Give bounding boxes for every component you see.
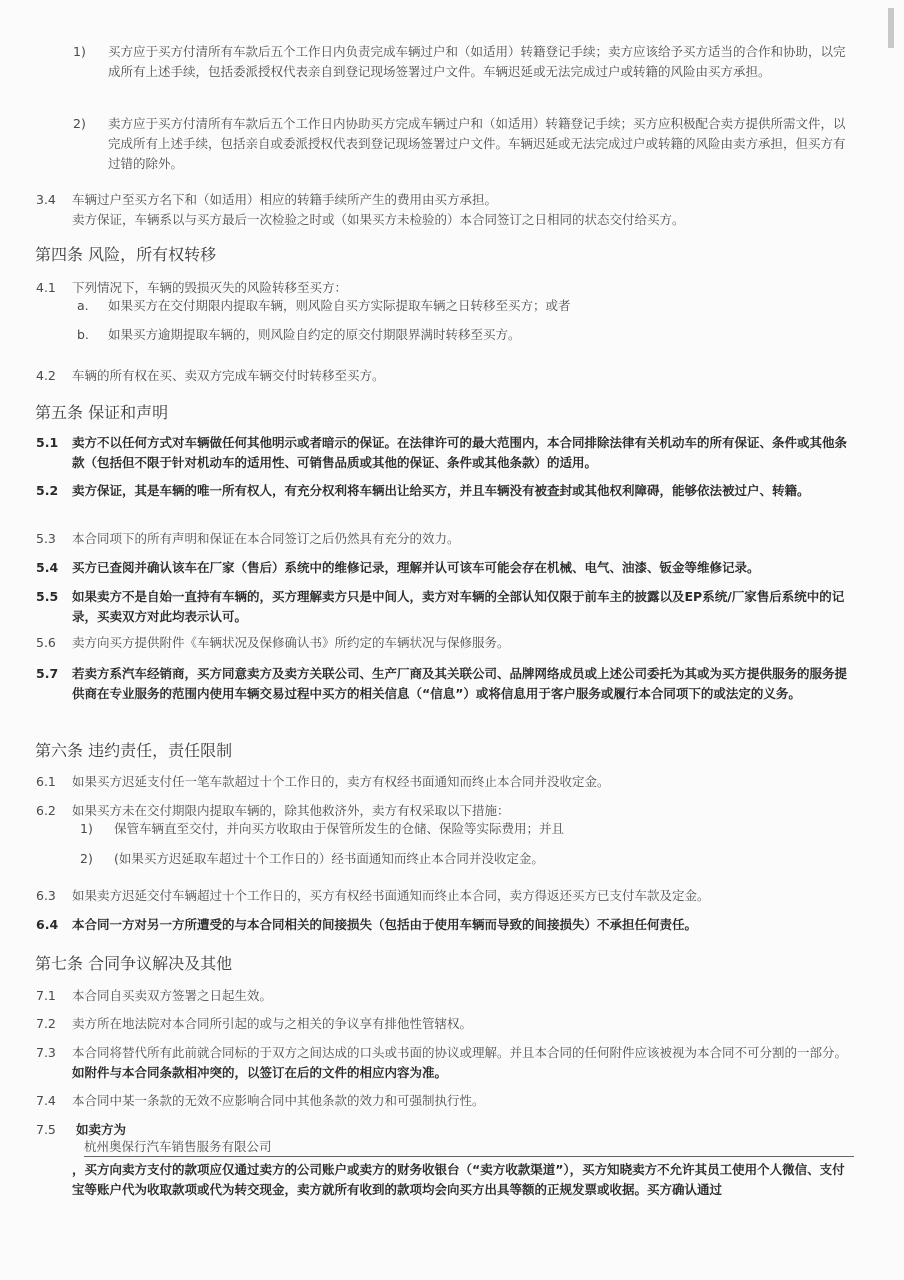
clause-7-3 [72,1043,852,1083]
clause-6-2-1: 保管车辆直至交付，并向买方收取由于保管所发生的仓储、保险等实际费用；并且 [114,821,565,836]
clause-number: 7.3 [36,1045,56,1060]
clause-5-4: 买方已查阅并确认该车在厂家（售后）系统中的维修记录，理解并认可该车可能会存在机械、电气、油漆、钣金等维修记录。 [72,560,760,575]
item-letter: a. [77,298,89,313]
clause-4-1-b: 如果买方逾期提取车辆的，则风险自约定的原交付期限界满时转移至买方。 [108,327,521,342]
clause-number: 5.3 [36,531,56,546]
clause-4-1-a: 如果买方在交付期限内提取车辆，则风险自买方实际提取车辆之日转移至买方；或者 [108,298,571,313]
clause-5-2: 卖方保证，其是车辆的唯一所有权人，有充分权利将车辆出让给买方，并且车辆没有被查封或其他权利障碍，能够依法被过户、转籍。 [72,483,810,498]
section-6-title: 第六条 违约责任，责任限制 [35,741,233,760]
section-7-title: 第七条 合同争议解决及其他 [35,954,233,973]
clause-number: 7.4 [36,1093,56,1108]
item-number: 1) [80,821,93,836]
scan-edge-mark [888,8,894,48]
clause-5-1: 卖方不以任何方式对车辆做任何其他明示或者暗示的保证。在法律许可的最大范围内，本合同排除法律有关机动车的所有保证、条件或其他条款（包括但不限于针对机动车的适用性、可销售品质或其他的保证、条件或其他条款）的适用。 [72,435,848,470]
clause-3-3-1: 买方应于买方付清所有车款后五个工作日内负责完成车辆过户和（如适用）转籍登记手续；卖方应该给予买方适当的合作和协助，以完成所有上述手续，包括委派授权代表亲自到登记现场签署过户文件。车辆迟延或无法完成过户或转籍的风险由买方承担。 [108,44,846,79]
clause-number: 5.5 [36,589,59,604]
clause-5-3: 本合同项下的所有声明和保证在本合同签订之后仍然具有充分的效力。 [72,531,460,546]
clause-number: 6.4 [36,917,59,932]
clause-7-5: ，买方向卖方支付的款项应仅通过卖方的公司账户或卖方的财务收银台（“卖方收款渠道”），买方知晓卖方不允许其员工使用个人微信、支付宝等账户代为收取款项或代为转交现金，卖方就所有收到的款项均会向买方出具等额的正规发票或收据。买方确认通过 [72,1162,845,1197]
clause-7-1: 本合同自买卖双方签署之日起生效。 [72,988,273,1003]
clause-number: 6.2 [36,803,56,818]
clause-number: 5.4 [36,560,59,575]
clause-7-4: 本合同中某一条款的无效不应影响合同中其他条款的效力和可强制执行性。 [72,1093,485,1108]
item-letter: b. [77,327,89,342]
clause-number: 5.7 [36,666,59,681]
clause-7-3-bold: 如附件与本合同条款相冲突的，以签订在后的文件的相应内容为准。 [72,1065,448,1080]
section-5-title: 第五条 保证和声明 [35,403,169,422]
clause-number: 5.2 [36,483,59,498]
clause-6-4: 本合同一方对另一方所遭受的与本合同相关的间接损失（包括由于使用车辆而导致的间接损失）不承担任何责任。 [72,917,698,932]
clause-6-3: 如果卖方迟延交付车辆超过十个工作日的，买方有权经书面通知而终止本合同，卖方得返还买方已支付车款及定金。 [72,888,710,903]
clause-number: 7.2 [36,1016,56,1031]
clause-3-4-line2: 卖方保证，车辆系以与买方最后一次检验之时或（如果买方未检验的）本合同签订之日相同的状态交付给买方。 [72,212,685,227]
section-4-title: 第四条 风险，所有权转移 [35,245,217,264]
clause-number: 4.2 [36,368,56,383]
clause-6-2: 如果买方未在交付期限内提取车辆的，除其他救济外，卖方有权采取以下措施： [72,803,510,818]
clause-number: 6.3 [36,888,56,903]
clause-3-3-2: 卖方应于买方付清所有车款后五个工作日内协助买方完成车辆过户和（如适用）转籍登记手续；买方应积极配合卖方提供所需文件，以完成所有上述手续，包括亲自或委派授权代表到登记现场签署过户文件。车辆迟延或无法完成过户或转籍的风险由卖方承担，但买方有过错的除外。 [108,116,846,171]
clause-5-5: 如果卖方不是自始一直持有车辆的，买方理解卖方只是中间人，卖方对车辆的全部认知仅限于前车主的披露以及EP系统/厂家售后系统中的记录，买卖双方对此均表示认可。 [72,589,845,624]
clause-7-5-label: 如卖方为 [76,1122,127,1137]
seller-company-name: 杭州奥保行汽车销售服务有限公司 [84,1138,854,1157]
item-number: 2) [73,116,86,131]
clause-number: 5.1 [36,435,59,450]
clause-number: 6.1 [36,774,56,789]
clause-3-4-line1: 车辆过户至买方名下和（如适用）相应的转籍手续所产生的费用由买方承担。 [72,192,498,207]
clause-6-2-2: (如果买方迟延取车超过十个工作日的）经书面通知而终止本合同并没收定金。 [114,851,544,866]
clause-7-2: 卖方所在地法院对本合同所引起的或与之相关的争议享有排他性管辖权。 [72,1016,473,1031]
clause-7-3-text: 本合同将替代所有此前就合同标的于双方之间达成的口头或书面的协议或理解。并且本合同的任何附件应该被视为本合同不可分割的一部分。 [72,1045,848,1060]
clause-4-1: 下列情况下，车辆的毁损灭失的风险转移至买方： [72,280,348,295]
item-number: 2) [80,851,93,866]
item-number: 1) [73,44,86,59]
clause-4-2: 车辆的所有权在买、卖双方完成车辆交付时转移至买方。 [72,368,385,383]
clause-number: 7.5 [36,1122,56,1137]
clause-number: 7.1 [36,988,56,1003]
clause-number: 4.1 [36,280,56,295]
clause-5-6: 卖方向买方提供附件《车辆状况及保修确认书》所约定的车辆状况与保修服务。 [72,635,510,650]
clause-5-7: 若卖方系汽车经销商，买方同意卖方及卖方关联公司、生产厂商及其关联公司、品牌网络成员或上述公司委托为其或为买方提供服务的服务提供商在专业服务的范围内使用车辆交易过程中买方的相关信息（“信息”）或将信息用于客户服务或履行本合同项下的或法定的义务。 [72,666,848,701]
clause-number: 5.6 [36,635,56,650]
clause-number: 3.4 [36,192,56,207]
clause-6-1: 如果买方迟延支付任一笔车款超过十个工作日的，卖方有权经书面通知而终止本合同并没收定金。 [72,774,610,789]
